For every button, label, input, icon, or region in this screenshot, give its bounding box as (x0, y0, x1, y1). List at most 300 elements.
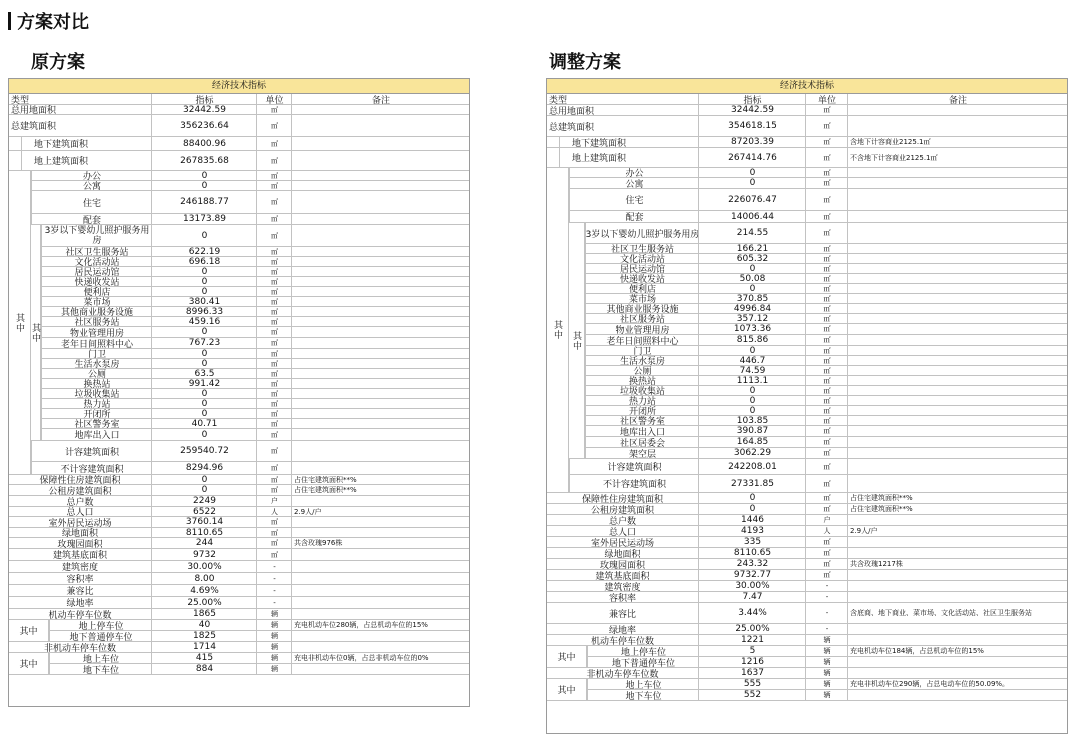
group-label-qizhong-parking-2: 其中 (547, 679, 587, 701)
row-remark (847, 437, 1070, 447)
row-remark (291, 225, 472, 246)
row-value: 696.18 (151, 257, 257, 266)
row-remark (291, 496, 472, 506)
row-value: 40.71 (151, 419, 257, 428)
row-unit: ㎡ (256, 485, 292, 495)
row-remark (847, 448, 1070, 458)
row-remark (291, 277, 472, 286)
row-remark: 2.9人/户 (291, 507, 472, 516)
table-header: 经济技术指标 (547, 79, 1067, 94)
row-remark (847, 690, 1070, 700)
row-remark (291, 441, 472, 461)
row-unit: ㎡ (256, 475, 292, 484)
row-value: 8.00 (151, 573, 257, 584)
table-row (547, 570, 1067, 581)
row-remark (291, 297, 472, 306)
row-value: 370.85 (698, 294, 806, 303)
row-value: 88400.96 (151, 137, 257, 150)
row-value: 0 (151, 409, 257, 418)
table-row (9, 191, 469, 214)
row-value: 0 (151, 475, 257, 484)
row-label: 物业管理用房 (41, 327, 152, 337)
row-unit: ㎡ (256, 429, 292, 440)
row-label: 办公 (569, 168, 699, 177)
table-row (547, 335, 1067, 346)
row-unit: ㎡ (256, 349, 292, 358)
table-row (547, 426, 1067, 437)
row-remark (291, 369, 472, 378)
row-remark: 充电非机动车位0辆，占总非机动车位的0% (291, 653, 472, 663)
row-value: 1216 (698, 657, 806, 667)
row-remark (291, 287, 472, 296)
row-remark (291, 585, 472, 596)
row-value: 0 (151, 429, 257, 440)
row-remark (847, 396, 1070, 405)
row-label: 住宅 (31, 191, 152, 213)
row-unit: 辆 (805, 690, 848, 700)
row-remark (847, 537, 1070, 547)
row-label: 公厕 (41, 369, 152, 378)
row-label: 地上停车位 (587, 646, 699, 656)
row-remark (847, 376, 1070, 385)
row-label: 社区居委会 (585, 437, 699, 447)
row-value: 0 (151, 267, 257, 276)
table-row (547, 406, 1067, 416)
row-value: 50.08 (698, 274, 806, 283)
row-value: 0 (151, 485, 257, 495)
row-remark (847, 294, 1070, 303)
table-row (9, 151, 469, 171)
row-label: 非机动车停车位数 (43, 643, 116, 652)
table-row (9, 115, 469, 137)
row-unit: ㎡ (256, 379, 292, 388)
row-remark (847, 254, 1070, 263)
row-label: 容积率 (66, 575, 94, 584)
row-label: 非机动车停车位数 (586, 669, 659, 678)
table-row (547, 116, 1067, 137)
row-value: 214.55 (698, 223, 806, 243)
row-remark (291, 151, 472, 170)
row-unit: ㎡ (256, 257, 292, 266)
row-unit: ㎡ (256, 389, 292, 398)
row-value: 0 (698, 493, 806, 503)
row-value: 226076.47 (698, 189, 806, 210)
row-value: 25.00% (151, 597, 257, 608)
column-unit: 单位 (805, 94, 848, 104)
row-remark (291, 549, 472, 560)
row-value: 30.00% (151, 561, 257, 572)
row-unit: ㎡ (805, 244, 848, 253)
row-label: 建筑密度 (604, 582, 641, 591)
row-label: 地下建筑面积 (559, 137, 711, 147)
table-row (547, 448, 1067, 459)
row-unit: ㎡ (256, 287, 292, 296)
table-row (9, 327, 469, 338)
row-label: 居民运动馆 (41, 267, 152, 276)
table-row (547, 493, 1067, 504)
row-remark (847, 264, 1070, 273)
row-remark (291, 409, 472, 418)
row-label: 便利店 (41, 287, 152, 296)
row-label: 保障性住房建筑面积 (581, 494, 663, 503)
row-unit: ㎡ (805, 406, 848, 415)
row-label: 垃圾收集站 (585, 386, 699, 395)
row-unit: ㎡ (805, 324, 848, 334)
row-value: 27331.85 (698, 475, 806, 492)
row-unit: ㎡ (805, 416, 848, 425)
row-label: 计容建筑面积 (569, 459, 699, 474)
column-indicator: 指标 (698, 94, 806, 104)
row-remark: 占住宅建筑面积**% (847, 504, 1070, 514)
row-label: 社区警务室 (585, 416, 699, 425)
row-label: 总户数 (608, 516, 636, 525)
row-remark (847, 592, 1070, 602)
row-remark (847, 274, 1070, 283)
row-label: 文化活动站 (585, 254, 699, 263)
row-remark (847, 335, 1070, 345)
table-row (9, 597, 469, 609)
row-label: 建筑基底面积 (595, 571, 650, 580)
row-remark: 共含玫瑰1217株 (847, 559, 1070, 569)
row-unit: ㎡ (256, 517, 292, 527)
table-row (547, 646, 1067, 657)
row-value: 390.87 (698, 426, 806, 436)
row-label: 地上停车位 (49, 620, 152, 630)
row-label: 地下建筑面积 (21, 137, 164, 150)
table-row (547, 211, 1067, 223)
table-row (547, 223, 1067, 244)
row-value: 8294.96 (151, 462, 257, 474)
row-remark (291, 528, 472, 537)
row-unit: ㎡ (805, 137, 848, 147)
table-row (547, 690, 1067, 701)
row-value: 552 (698, 690, 806, 700)
table-row (547, 366, 1067, 376)
row-label: 架空层 (585, 448, 699, 458)
table-row (9, 181, 469, 191)
row-value: 40 (151, 620, 257, 630)
row-remark (291, 664, 472, 674)
row-label: 热力站 (585, 396, 699, 405)
table-row (547, 314, 1067, 324)
table-row (547, 504, 1067, 515)
row-label: 总人口 (608, 527, 636, 536)
row-unit: 辆 (256, 642, 292, 652)
group-label-qizhong-parking-1: 其中 (9, 620, 49, 642)
row-label: 快递收发站 (41, 277, 152, 286)
row-remark (847, 223, 1070, 243)
row-unit: 辆 (805, 657, 848, 667)
row-unit: - (256, 597, 292, 608)
row-value: 164.85 (698, 437, 806, 447)
row-unit: 户 (805, 515, 848, 525)
row-unit: ㎡ (805, 304, 848, 313)
row-unit: 人 (805, 526, 848, 536)
table-row (547, 657, 1067, 668)
row-remark (847, 189, 1070, 210)
row-value: 815.86 (698, 335, 806, 345)
row-label: 门卫 (41, 349, 152, 358)
row-label: 地下车位 (49, 664, 152, 674)
row-label: 室外居民运动场 (590, 538, 654, 547)
row-unit: ㎡ (805, 356, 848, 365)
row-unit: ㎡ (256, 171, 292, 180)
adjusted-indicators-table (546, 78, 1068, 734)
group-label-qizhong-parking-2: 其中 (9, 653, 49, 675)
row-unit: ㎡ (805, 254, 848, 263)
adjusted-scheme-title: 调整方案 (549, 52, 621, 73)
row-label: 机动车停车位数 (48, 610, 112, 619)
table-row (9, 247, 469, 257)
row-unit: ㎡ (805, 504, 848, 514)
row-label: 公厕 (585, 366, 699, 375)
row-remark (847, 324, 1070, 334)
row-value: 356236.64 (151, 115, 257, 136)
table-row (9, 429, 469, 441)
row-remark (847, 668, 1070, 678)
table-row (547, 475, 1067, 493)
table-row (547, 105, 1067, 116)
row-value: 0 (698, 396, 806, 405)
row-value: 0 (151, 277, 257, 286)
table-row (9, 214, 469, 225)
row-value: 2249 (151, 496, 257, 506)
row-remark (847, 116, 1070, 136)
row-unit: ㎡ (256, 277, 292, 286)
row-remark (291, 399, 472, 408)
group-label-qizhong: 其中 (547, 168, 569, 493)
row-remark (847, 304, 1070, 313)
row-remark (291, 573, 472, 584)
row-remark (291, 181, 472, 190)
original-indicators-table (8, 78, 470, 707)
group-label-qizhong-inner: 其中 (31, 225, 41, 441)
row-label: 其他商业服务设施 (585, 304, 699, 313)
row-unit: ㎡ (256, 369, 292, 378)
row-value: 32442.59 (151, 105, 257, 114)
row-label: 总户数 (66, 497, 94, 506)
row-label: 绿地率 (66, 599, 94, 608)
table-row (9, 573, 469, 585)
row-unit: ㎡ (256, 317, 292, 326)
row-label: 总用地面积 (11, 106, 57, 114)
row-unit: 辆 (805, 668, 848, 678)
table-row (547, 537, 1067, 548)
row-value: 246188.77 (151, 191, 257, 213)
row-remark (291, 517, 472, 527)
row-unit: ㎡ (256, 191, 292, 213)
row-remark (847, 548, 1070, 558)
row-remark (847, 416, 1070, 425)
table-row (547, 376, 1067, 386)
table-row (9, 631, 469, 642)
table-row (547, 635, 1067, 646)
table-row (547, 459, 1067, 475)
row-unit: ㎡ (256, 181, 292, 190)
row-unit: ㎡ (256, 225, 292, 246)
table-row (9, 620, 469, 631)
row-value: 622.19 (151, 247, 257, 256)
table-row (547, 137, 1067, 148)
row-label: 地上建筑面积 (21, 151, 164, 170)
row-label: 机动车停车位数 (590, 636, 654, 645)
row-label: 地上车位 (49, 653, 152, 663)
row-value: 0 (151, 399, 257, 408)
row-value: 166.21 (698, 244, 806, 253)
table-row (547, 178, 1067, 189)
row-value: 1714 (151, 642, 257, 652)
column-type: 类型 (549, 95, 568, 104)
table-row (9, 257, 469, 267)
row-remark (291, 307, 472, 316)
row-unit: ㎡ (256, 419, 292, 428)
row-unit: ㎡ (256, 399, 292, 408)
row-label: 社区卫生服务站 (585, 244, 699, 253)
row-remark: 2.9人/户 (847, 526, 1070, 536)
row-remark (291, 561, 472, 572)
group-label-qizhong: 其中 (9, 171, 31, 475)
row-unit: 辆 (256, 653, 292, 663)
table-row (9, 585, 469, 597)
row-label: 居民运动馆 (585, 264, 699, 273)
column-indicator: 指标 (151, 94, 257, 104)
table-row (9, 419, 469, 429)
row-unit: ㎡ (805, 493, 848, 503)
row-label: 生活水泵房 (585, 356, 699, 365)
row-unit: ㎡ (256, 137, 292, 150)
row-unit: 辆 (256, 620, 292, 630)
table-header: 经济技术指标 (9, 79, 469, 94)
table-row (9, 409, 469, 419)
row-value: 1637 (698, 668, 806, 678)
table-row (547, 356, 1067, 366)
row-unit: ㎡ (805, 105, 848, 115)
column-header-row (547, 94, 1067, 105)
table-row (547, 264, 1067, 274)
row-label: 开闭所 (585, 406, 699, 415)
row-remark (291, 137, 472, 150)
row-unit: ㎡ (805, 189, 848, 210)
row-label: 菜市场 (585, 294, 699, 303)
row-value: 103.85 (698, 416, 806, 425)
row-unit: - (256, 561, 292, 572)
table-row (547, 416, 1067, 426)
original-scheme-title: 原方案 (31, 52, 85, 73)
row-unit: 辆 (805, 679, 848, 689)
row-remark (291, 338, 472, 348)
table-row (9, 609, 469, 620)
row-label: 总建筑面积 (11, 122, 57, 132)
table-row (547, 324, 1067, 335)
row-remark (847, 284, 1070, 293)
table-row (9, 287, 469, 297)
table-row (547, 284, 1067, 294)
row-label: 建筑基底面积 (52, 551, 107, 560)
row-value: 357.12 (698, 314, 806, 323)
row-value: 9732.77 (698, 570, 806, 580)
row-unit: ㎡ (256, 549, 292, 560)
row-remark: 充电机动车位184辆，占总机动车位的15% (847, 646, 1070, 656)
row-value: 0 (151, 171, 257, 180)
row-label: 地下普通停车位 (49, 631, 152, 641)
row-unit: - (256, 573, 292, 584)
row-value: 0 (151, 349, 257, 358)
row-remark (291, 609, 472, 619)
row-remark (291, 214, 472, 224)
row-remark (291, 257, 472, 266)
row-value: 605.32 (698, 254, 806, 263)
table-row (547, 274, 1067, 284)
row-label: 社区卫生服务站 (41, 247, 152, 256)
row-unit: ㎡ (805, 537, 848, 547)
row-unit: ㎡ (256, 307, 292, 316)
row-label: 文化活动站 (41, 257, 152, 266)
row-unit: ㎡ (805, 346, 848, 355)
table-row (9, 349, 469, 359)
row-remark: 充电非机动车位290辆，占总电动车位的50.09%。 (847, 679, 1070, 689)
table-row (9, 496, 469, 507)
row-label: 其他商业服务设施 (41, 307, 152, 316)
table-row (9, 225, 469, 247)
table-row (547, 148, 1067, 168)
row-value: 1865 (151, 609, 257, 619)
row-label: 社区警务室 (41, 419, 152, 428)
table-row (9, 267, 469, 277)
row-remark (847, 168, 1070, 177)
row-unit: ㎡ (256, 267, 292, 276)
row-label: 地库出入口 (585, 426, 699, 436)
row-remark (291, 389, 472, 398)
row-unit: ㎡ (805, 548, 848, 558)
row-label: 地上车位 (587, 679, 699, 689)
table-row (547, 548, 1067, 559)
row-unit: - (805, 624, 848, 634)
table-row (547, 254, 1067, 264)
row-value: 63.5 (151, 369, 257, 378)
group-label-qizhong-parking-1: 其中 (547, 646, 587, 668)
row-value: 884 (151, 664, 257, 674)
row-value: 335 (698, 537, 806, 547)
row-unit: ㎡ (805, 211, 848, 222)
row-unit: ㎡ (805, 448, 848, 458)
row-remark (291, 349, 472, 358)
table-row (547, 294, 1067, 304)
row-value: 0 (698, 346, 806, 355)
row-unit: 人 (256, 507, 292, 516)
row-value: 87203.39 (698, 137, 806, 147)
row-value: 0 (151, 181, 257, 190)
table-row (9, 538, 469, 549)
table-row (9, 297, 469, 307)
row-value: 5 (698, 646, 806, 656)
row-remark: 充电机动车位280辆，占总机动车位的15% (291, 620, 472, 630)
row-value: 259540.72 (151, 441, 257, 461)
row-remark (847, 105, 1070, 115)
row-value: 0 (698, 284, 806, 293)
row-value: 0 (151, 327, 257, 337)
page-title (8, 8, 89, 34)
row-value: 767.23 (151, 338, 257, 348)
row-unit: ㎡ (805, 376, 848, 385)
row-value: 13173.89 (151, 214, 257, 224)
row-remark (847, 178, 1070, 188)
row-remark (291, 115, 472, 136)
row-unit: ㎡ (805, 437, 848, 447)
row-label: 生活水泵房 (41, 359, 152, 368)
table-row (9, 549, 469, 561)
title-bar-decoration (8, 12, 11, 30)
row-remark (291, 429, 472, 440)
